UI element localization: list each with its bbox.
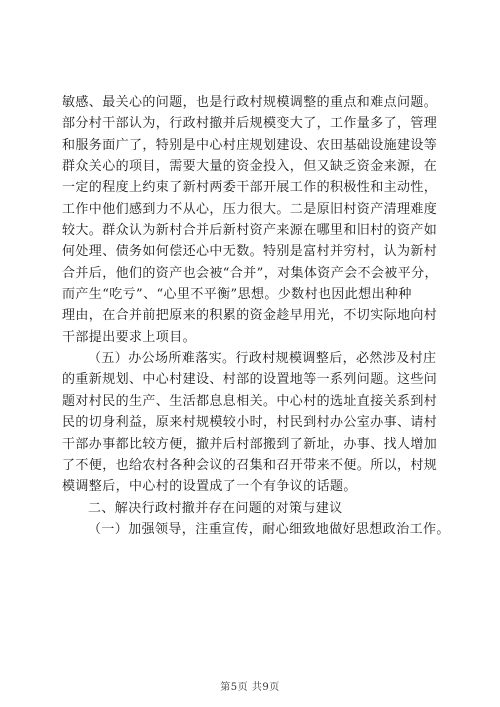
text-line: 了不便，也给农村各种会议的召集和召开带来不便。所以，村规 bbox=[62, 457, 438, 473]
text-line: 干部提出要求上项目。 bbox=[62, 329, 197, 345]
text-line: 理由，在合并前把原来的积累的资金趁早用光，不切实际地向村 bbox=[62, 308, 438, 324]
text-line: 何处理、债务如何偿还心中无数。特别是富村并穷村，认为新村 bbox=[62, 244, 438, 260]
section-heading-line: 二、解决行政村撤并存在问题的对策与建议 bbox=[88, 500, 343, 516]
text-line: 敏感、最关心的问题，也是行政村规模调整的重点和难点问题。 bbox=[62, 95, 438, 110]
text-line: 工作中他们感到力不从心，压力很大。二是原旧村资产清理难度 bbox=[62, 201, 438, 217]
text-line: 民的切身利益，原来村规模较小时，村民到村办公室办事、请村 bbox=[62, 415, 438, 431]
text-line: 一定的程度上约束了新村两委干部开展工作的积极性和主动性， bbox=[62, 180, 438, 196]
page-number: 第5页 共9页 bbox=[220, 682, 280, 693]
text-line: 题对村民的生产、生活都息息相关。中心村的选址直接关系到村 bbox=[62, 393, 438, 409]
text-line: 较大。群众认为新村合并后新村资产来源在哪里和旧村的资产如 bbox=[62, 223, 438, 239]
text-line: 而产生“吃亏”、“心里不平衡”思想。少数村也因此想出种种 bbox=[62, 287, 412, 303]
text-line: 模调整后，中心村的设置成了一个有争议的话题。 bbox=[62, 479, 357, 495]
section-heading-line: （五）办公场所难落实。行政村规模调整后，必然涉及村庄 bbox=[88, 351, 437, 367]
text-line: 和服务面广了，特别是中心村庄规划建设、农田基础设施建设等 bbox=[62, 137, 438, 153]
body-text bbox=[62, 92, 452, 540]
subsection-heading-line: （一）加强领导，注重宣传，耐心细致地做好思想政治工作。 bbox=[88, 521, 450, 537]
text-line: 的重新规划、中心村建设、村部的设置地等一系列问题。这些问 bbox=[62, 372, 438, 388]
text-line: 群众关心的项目，需要大量的资金投入，但又缺乏资金来源，在 bbox=[62, 159, 438, 175]
text-line: 合并后，他们的资产也会被“合并”，对集体资产会不会被平分， bbox=[62, 265, 438, 281]
text-line: 部分村干部认为，行政村撤并后规模变大了，工作量多了，管理 bbox=[62, 116, 438, 132]
text-line: 干部办事都比较方便，撤并后村部搬到了新址，办事、找人增加 bbox=[62, 436, 438, 452]
